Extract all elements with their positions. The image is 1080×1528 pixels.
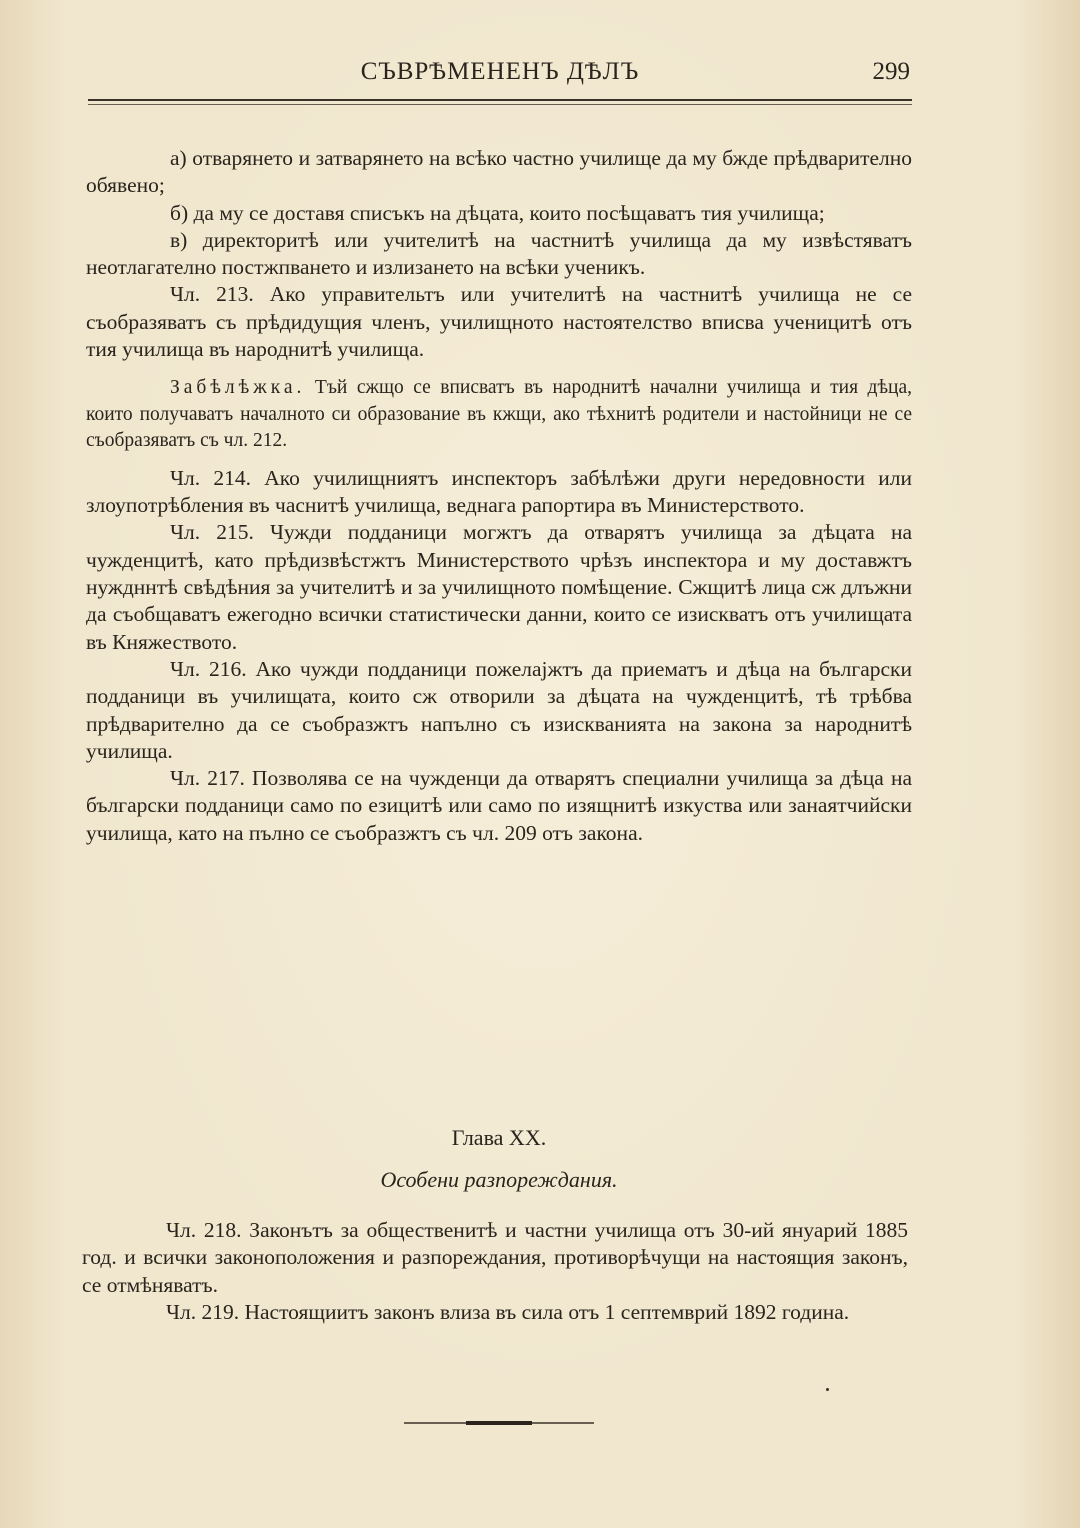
chapter-title: Глава XX. bbox=[451, 1125, 547, 1150]
article-216: Чл. 216. Ако чужди подданици пожелаjжтъ да приематъ и дѣца на български подданици въ училищата, които сж отворили за дѣцата на чужденцитѣ, тѣ трѣбва прѣдварително да се съобразжтъ напълно съ изискванията на закона за народнитѣ училища. bbox=[86, 656, 912, 763]
paragraph-a: а) отварянето и затварянето на всѣко частно училище да му бжде прѣдварително обявено; bbox=[86, 146, 912, 198]
note bbox=[86, 375, 912, 455]
stray-mark bbox=[826, 1388, 829, 1391]
page-header bbox=[88, 58, 912, 98]
final-text bbox=[82, 1217, 908, 1326]
page-number: 299 bbox=[872, 58, 910, 85]
article-218: Чл. 218. Законътъ за общественитѣ и частни училища отъ 30-ий януарий 1885 год. и всички законоположения и разпореждания, противорѣчущи на настоящия законъ, се отмѣняватъ. bbox=[82, 1218, 908, 1297]
end-ornament bbox=[404, 1420, 594, 1426]
article-214: Чл. 214. Ако училищниятъ инспекторъ забѣлѣжи други нередовности или злоупотрѣбления въ часнитѣ училища, веднага рапортира въ Министерството. bbox=[86, 465, 912, 518]
note-label: Забѣлѣжка. bbox=[170, 377, 306, 399]
article-219: Чл. 219. Настоящиитъ законъ влиза въ сила отъ 1 септемврий 1892 година. bbox=[166, 1299, 850, 1324]
note-text: Тъй сжщо се вписватъ въ народнитѣ начални училища и тия дѣца, които получаватъ началното си образование въ кжщи, ако тѣхнитѣ родители и настойници не се съобразяватъ съ чл. 212. bbox=[86, 377, 912, 452]
header-rule bbox=[88, 99, 912, 101]
header-rule-thin bbox=[88, 104, 912, 105]
article-213: Чл. 213. Ако управительтъ или учителитѣ на частнитѣ училища не се съобразяватъ съ прѣдидущия членъ, училищното настоятелство вписва ученицитѣ отъ тия училища въ народнитѣ училища. bbox=[86, 282, 912, 362]
paragraph-c: в) директоритѣ или учителитѣ на частнитѣ училища да му извѣстяватъ неотлагателно постжпването и излизането на всѣки ученикъ. bbox=[86, 227, 912, 280]
running-head: СЪВРѢМЕНЕНЪ ДѢЛЪ bbox=[360, 58, 640, 85]
chapter-subtitle: Особени разпореждания. bbox=[380, 1167, 618, 1192]
paragraph-b: б) да му се доставя списъкъ на дѣцата, които посѣщаватъ тия училища; bbox=[170, 200, 825, 225]
article-215: Чл. 215. Чужди подданици могжтъ да отварятъ училища за дѣцата на чужденцитѣ, като прѣдизвѣстжтъ Министерството чрѣзъ инспектора и му доставжтъ нуждннтѣ свѣдѣния за учителитѣ и за училищното помѣщение. Сжщитѣ лица сж длъжни да съобщаватъ ежегодно всички статистически данни, които се изискватъ отъ училищата въ Княжеството. bbox=[86, 520, 912, 654]
article-217: Чл. 217. Позволява се на чужденци да отварятъ специални училища за дѣца на български подданици само по езицитѣ или само по изящнитѣ изкуства или занаятчийски училища, като на пълно се съобразжтъ съ чл. 209 отъ закона. bbox=[86, 766, 912, 845]
main-text bbox=[86, 145, 912, 847]
